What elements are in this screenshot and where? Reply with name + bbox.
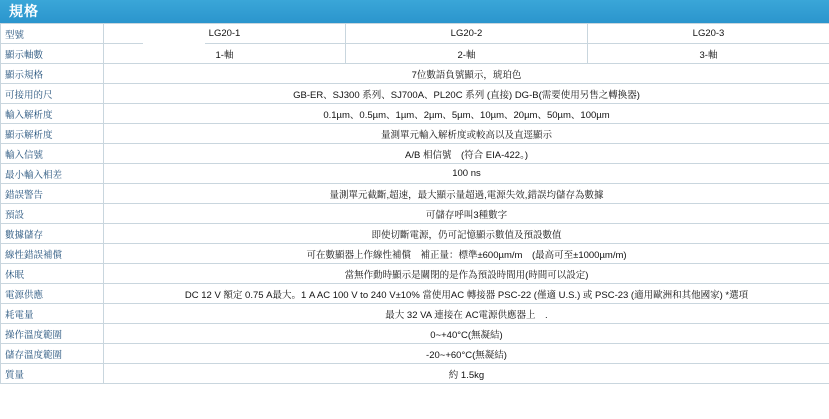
row-label: 電源供應 <box>1 284 104 304</box>
table-row <box>1 304 829 324</box>
row-label: 預設 <box>1 204 104 224</box>
table-row <box>1 244 829 264</box>
table-row <box>1 344 829 364</box>
cell-compatible-scales: GB-ER、SJ300 系列、SJ700A、PL20C 系列 (直接) DG-B(需要使用另售之轉換器) <box>104 84 829 104</box>
specifications-table-body <box>1 24 829 384</box>
cell-power-supply: DC 12 V 額定 0.75 A最大。1 A AC 100 V to 240 V±10% 當使用AC 轉接器 PSC-22 (僅適 U.S.) 或 PSC-23 (適用歐洲和其他國家) *選項 <box>104 284 829 304</box>
row-label: 型號 <box>1 24 104 44</box>
row-label: 顯示解析度 <box>1 124 104 144</box>
table-row <box>1 364 829 384</box>
cell-error-warning: 量測單元截斷,超速，最大顯示量超過,電源失效,錯誤均儲存為數據 <box>104 184 829 204</box>
table-row <box>1 264 829 284</box>
table-row <box>1 184 829 204</box>
table-row <box>1 224 829 244</box>
cell-input-resolution: 0.1µm、0.5µm、1µm、2µm、5µm、10µm、20µm、50µm、100µm <box>104 104 829 124</box>
table-row <box>1 284 829 304</box>
row-label: 質量 <box>1 364 104 384</box>
row-label: 耗電量 <box>1 304 104 324</box>
cell-min-input-phase-difference: 100 ns <box>104 164 829 184</box>
row-label: 顯示軸數 <box>1 44 104 64</box>
cell-model-lg20-3: LG20-3 <box>588 24 829 44</box>
cell-power-consumption: 最大 32 VA 連接在 AC電源供應器上 . <box>104 304 829 324</box>
row-label: 可接用的尺 <box>1 84 104 104</box>
row-label: 操作溫度範圍 <box>1 324 104 344</box>
cell-preset: 可儲存呼叫3種數字 <box>104 204 829 224</box>
row-label: 錯誤警告 <box>1 184 104 204</box>
cell-display-spec: 7位數語負號顯示，琥珀色 <box>104 64 829 84</box>
row-label: 輸入解析度 <box>1 104 104 124</box>
row-label: 最小輸入相差 <box>1 164 104 184</box>
table-row <box>1 164 829 184</box>
specifications-table <box>0 23 829 384</box>
row-label: 數據儲存 <box>1 224 104 244</box>
cell-display-resolution: 量測單元輸入解析度或較高以及直逕顯示 <box>104 124 829 144</box>
redaction-block <box>143 40 205 49</box>
cell-storage-temperature: -20~+60°C(無凝結) <box>104 344 829 364</box>
cell-mass: 約 1.5kg <box>104 364 829 384</box>
table-row <box>1 124 829 144</box>
table-row <box>1 144 829 164</box>
row-label: 線性錯誤補償 <box>1 244 104 264</box>
row-label: 休眠 <box>1 264 104 284</box>
row-label: 輸入信號 <box>1 144 104 164</box>
cell-operating-temperature: 0~+40°C(無凝結) <box>104 324 829 344</box>
table-row <box>1 84 829 104</box>
cell-input-signal: A/B 相信號 (符合 EIA-422。) <box>104 144 829 164</box>
table-row <box>1 324 829 344</box>
cell-axes-1: 1-軸 <box>104 44 346 64</box>
row-label: 儲存溫度範圍 <box>1 344 104 364</box>
row-label: 顯示規格 <box>1 64 104 84</box>
cell-model-lg20-2: LG20-2 <box>346 24 588 44</box>
table-row <box>1 24 829 44</box>
table-row <box>1 44 829 64</box>
cell-data-retention: 即使切斷電源，仍可記憶顯示數值及預設數值 <box>104 224 829 244</box>
cell-linear-error-compensation: 可在數顯器上作線性補償 補正量：標準±600µm/m (最高可至±1000µm/m) <box>104 244 829 264</box>
cell-axes-2: 2-軸 <box>346 44 588 64</box>
cell-model-lg20-1: LG20-1 <box>104 24 346 44</box>
table-row <box>1 64 829 84</box>
cell-axes-3: 3-軸 <box>588 44 829 64</box>
cell-sleep: 當無作動時顯示是關閉的是作為預設時間用(時間可以設定) <box>104 264 829 284</box>
table-row <box>1 104 829 124</box>
page-title: 規格 <box>0 0 829 23</box>
table-row <box>1 204 829 224</box>
